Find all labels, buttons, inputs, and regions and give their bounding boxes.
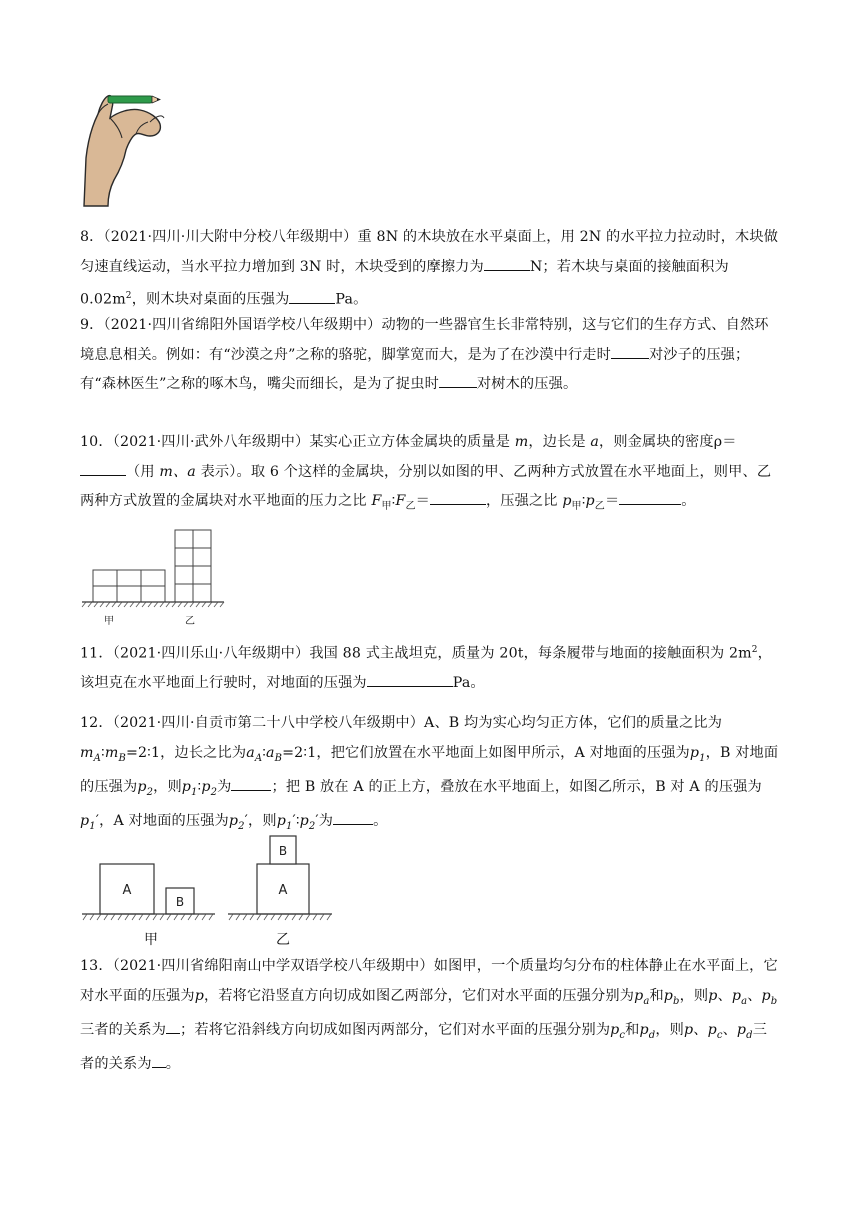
figure-caption-yi: 乙	[276, 932, 290, 948]
answer-blank[interactable]	[80, 461, 126, 476]
answer-blank[interactable]	[619, 490, 681, 505]
question-source: （2021·四川乐山·八年级期中）	[112, 645, 310, 662]
question-text: ∶	[581, 493, 586, 509]
question-text: 动物的一些器官生长非常特别，这与它们的生存方式、自然环境息息相关。例如：有“沙漠之舟”之称的骆驼，脚掌宽而大，是为了在沙漠中行走时	[80, 317, 769, 363]
variable: p	[80, 813, 90, 830]
subscript: 2	[210, 786, 218, 798]
subscript: 1	[191, 786, 198, 798]
question-text: 对树木的压强。	[476, 376, 578, 392]
question-number: 8．	[80, 229, 104, 245]
variable: p	[201, 778, 211, 795]
subscript: c	[619, 1029, 626, 1041]
subscript: b	[770, 995, 778, 1007]
variable: p	[634, 987, 644, 1004]
question-text: ＝	[604, 493, 620, 509]
question-9	[80, 311, 780, 400]
superscript: 2	[125, 291, 132, 301]
variable: a	[246, 744, 255, 761]
question-text: ，B 对地面的压强为	[80, 744, 779, 795]
figure-caption-yi: 乙	[185, 616, 195, 627]
question-number: 13．	[80, 958, 113, 974]
variable: p	[181, 778, 192, 795]
subscript: 乙	[594, 500, 605, 512]
question-text: 、	[717, 987, 732, 1004]
cube-label-a: A	[122, 883, 132, 898]
subscript: 1	[285, 820, 293, 832]
question-text: 和	[625, 1021, 640, 1038]
question-text: ，则	[153, 778, 182, 795]
variable: m	[514, 434, 529, 450]
variable: p	[562, 493, 572, 509]
variable: p	[708, 987, 718, 1004]
variable: m	[80, 744, 94, 761]
subscript: 2	[238, 820, 245, 832]
variable: p	[689, 744, 700, 761]
question-number: 10．	[80, 434, 113, 450]
question-text: ，若将它沿竖直方向切成如图乙两部分，它们对水平面的压强分别为	[203, 987, 635, 1004]
hand-holding-pencil-image	[80, 88, 170, 208]
question-text: 。	[681, 493, 696, 509]
question-13	[80, 952, 780, 1080]
variable: p	[684, 1021, 694, 1038]
subscript: 乙	[405, 500, 416, 512]
question-text: ；把 B 放在 A 的正上方，叠放在水平地面上，如图乙所示，B 对 A 的压强为	[271, 778, 762, 795]
question-text: 重 8N 的木块放在水平桌面上，用 2N 的水平拉力拉动时，木块做匀速直线运动，当水平拉力增加到 3N 时，木块受到的摩擦力为	[80, 229, 779, 275]
question-text: ，则	[679, 987, 709, 1004]
figure-cubes-a-b	[80, 834, 340, 930]
question-text: 和	[649, 987, 664, 1004]
variable: a	[590, 434, 599, 450]
variable: p	[707, 1021, 717, 1038]
question-text: =2∶1，把它们放置在水平地面上如图甲所示，A 对地面的压强为	[282, 744, 690, 761]
question-text: 三者的关系为	[80, 1021, 768, 1073]
question-text: 某实心正立方体金属块的质量是	[309, 434, 511, 450]
question-text: ；若将它沿斜线方向切成如图丙两部分，它们对水平面的压强分别为	[180, 1021, 611, 1038]
subscript: 1	[699, 752, 706, 764]
prime-mark: ′	[95, 813, 100, 830]
variable: F	[395, 493, 406, 509]
subscript: c	[716, 1029, 723, 1041]
question-text: 、	[693, 1021, 708, 1038]
question-text: A、B 均为实心均匀正方体，它们的质量之比为	[424, 715, 723, 731]
answer-blank[interactable]	[611, 344, 649, 359]
question-text: 对沙子的压强；有“森林医生”之称的啄木鸟，嘴尖而细长，是为了捉虫时	[80, 346, 750, 392]
subscript: 甲	[381, 500, 392, 512]
answer-blank[interactable]	[367, 672, 453, 687]
subscript: 甲	[571, 500, 582, 512]
subscript: B	[274, 752, 283, 764]
subscript: 1	[89, 820, 96, 832]
figure-caption-jia: 甲	[144, 932, 158, 948]
question-source: （2021·四川·自贡市第二十八中学校八年级期中）	[112, 715, 425, 731]
question-number: 11．	[80, 645, 113, 662]
answer-blank[interactable]	[289, 289, 335, 304]
variable: m、a	[159, 463, 196, 480]
cube-label-b: B	[278, 844, 288, 858]
prime-mark: ′	[315, 813, 319, 830]
question-text: ∶	[197, 778, 202, 795]
subscript: b	[673, 995, 680, 1007]
subscript: 2	[146, 786, 154, 798]
answer-blank[interactable]	[439, 373, 477, 388]
subscript: A	[93, 752, 101, 764]
variable: p	[761, 987, 771, 1004]
question-text: ，则	[248, 813, 277, 830]
variable: p	[194, 987, 204, 1004]
question-text: ∶	[100, 744, 105, 761]
variable: a	[266, 744, 275, 761]
answer-blank[interactable]	[152, 1053, 166, 1068]
question-text: Pa。	[452, 675, 485, 692]
variable: p	[610, 1021, 620, 1038]
question-text: ，则金属块的密度ρ＝	[599, 434, 737, 450]
question-text: 0.02m	[80, 291, 126, 308]
question-text: ，该坦克在水平地面上行驶时，对地面的压强为	[80, 645, 772, 692]
variable: p	[731, 987, 742, 1004]
question-10	[80, 428, 780, 521]
question-text: 表示）。取 6 个这样的金属块，分别以如图的甲、乙两种方式放置在水平地面上，则甲、乙两种方式放置的金属块对水平地面的压力之比	[80, 463, 772, 509]
subscript: a	[643, 995, 650, 1007]
superscript: 2	[751, 645, 758, 655]
cube-label-a: A	[278, 883, 288, 898]
question-text: ，边长是	[528, 434, 586, 450]
question-text: ，压强之比	[485, 493, 558, 509]
answer-blank[interactable]	[231, 776, 271, 791]
question-text: 、	[747, 987, 762, 1004]
question-number: 12．	[80, 715, 113, 731]
question-text: ∶	[295, 813, 300, 830]
question-source: （2021·四川·武外八年级期中）	[112, 434, 310, 450]
subscript: a	[741, 995, 748, 1007]
subscript: d	[648, 1029, 656, 1041]
question-text: ∶	[262, 744, 267, 761]
question-text: 三者的关系为	[80, 1021, 167, 1038]
question-text: 如图甲，一个质量均匀分布的柱体静止在水平面上，它对水平面的压强为	[80, 958, 778, 1004]
question-text: N；若木块与桌面的接触面积为	[529, 258, 729, 275]
question-text: 、	[722, 1021, 737, 1038]
answer-blank[interactable]	[430, 490, 486, 505]
variable: p	[736, 1021, 747, 1038]
question-source: （2021·四川省绵阳外国语学校八年级期中）	[103, 317, 382, 333]
question-text: 为	[318, 813, 334, 830]
question-8	[80, 223, 780, 315]
question-source: （2021·四川省绵阳南山中学双语学校八年级期中）	[112, 958, 434, 974]
variable: m	[104, 744, 119, 761]
question-text: （用	[126, 463, 155, 480]
answer-blank[interactable]	[333, 810, 373, 825]
variable: p	[663, 987, 674, 1004]
variable: p	[228, 813, 239, 830]
prime-mark: ′	[244, 813, 249, 830]
question-number: 9．	[80, 317, 104, 333]
cube-label-b: B	[175, 895, 185, 909]
question-12	[80, 709, 780, 841]
variable: p	[299, 813, 309, 830]
question-text: =2∶1，边长之比为	[125, 744, 247, 761]
subscript: 2	[308, 820, 316, 832]
subscript: B	[118, 752, 126, 764]
question-text: ，A 对地面的压强为	[99, 813, 229, 830]
variable: p	[137, 778, 147, 795]
question-11	[80, 636, 780, 699]
question-text: ，则木块对桌面的压强为	[131, 291, 290, 308]
question-source: （2021·四川·川大附中分校八年级期中）	[103, 229, 358, 245]
subscript: d	[746, 1029, 753, 1041]
answer-blank[interactable]	[166, 1019, 180, 1034]
variable: p	[585, 493, 595, 509]
figure-metal-blocks	[80, 526, 230, 616]
variable: p	[276, 813, 286, 830]
subscript: A	[254, 752, 263, 764]
answer-blank[interactable]	[484, 256, 530, 271]
question-text: 我国 88 式主战坦克，质量为 20t，每条履带与地面的接触面积为 2m	[309, 645, 752, 662]
question-text: Pa。	[335, 291, 368, 308]
question-text: ，则	[655, 1021, 684, 1038]
question-text: ∶	[391, 493, 396, 509]
variable: p	[639, 1021, 649, 1038]
question-text: 。	[373, 813, 388, 830]
variable: F	[371, 493, 382, 509]
question-text: ＝	[415, 493, 430, 509]
figure-caption-jia: 甲	[104, 616, 114, 627]
question-text: 。	[165, 1056, 181, 1073]
question-text: 为	[217, 778, 232, 795]
prime-mark: ′	[292, 813, 296, 830]
